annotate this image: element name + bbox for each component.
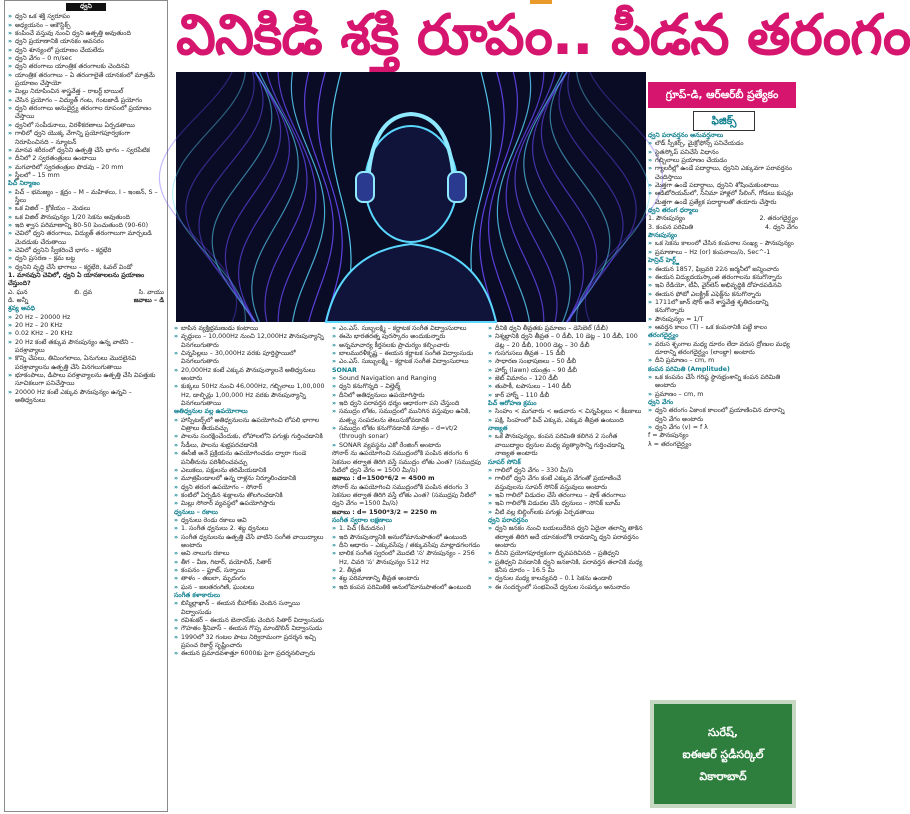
list-item: » రవిశంకర్ – ఈయన బెనారస్‌కు చెందిన సితార్ విద్వాంసుడు <box>174 617 329 625</box>
list-item: » గాలిలో ధ్వని వేగం – 330 మీ/సె <box>488 467 643 475</box>
headphone-left-icon <box>356 172 374 202</box>
headline: వినికిడి శక్తి రూపం.. పీడన తరంగం <box>176 3 910 68</box>
quiz-option: డి. అన్నీ <box>8 297 29 305</box>
section-heading: అతిధ్వనుల వల్ల ఉపయోగాలు <box>174 408 248 416</box>
list-item: » ఈసీజీ అనే ప్రక్రియను ఉపయోగించడం ద్వారా గుండె పనితీరును పరిశీలించవచ్చు <box>174 450 329 467</box>
list <box>488 408 643 425</box>
list-item: » లౌడ్ స్పీకర్స్, మైక్రోఫోన్స్ పనిచేయడం <box>648 140 798 148</box>
quiz-answer: జవాబు – డి <box>133 297 164 305</box>
list-item: » ఎం.ఎస్. సుబ్బులక్ష్మి – కర్ణాటక సంగీత విద్వాంసురాలు <box>332 358 485 366</box>
list-item: » శబ్ద పరిమాణాన్ని తీవ్రత అంటారు <box>332 575 485 583</box>
list-item: » 2. తీవ్రత <box>332 567 485 575</box>
list-item: » బిస్మిల్లాఖాన్ – ఈయన బీహార్‌కు చెందిన సన్నాయి విద్వాంసుడు <box>174 600 329 617</box>
list-item: » ధ్వనులు రెండు రకాలు అవి <box>174 517 329 525</box>
prop-item: 2. తరంగదైర్ఘ్యం <box>759 215 798 223</box>
list-item: » కుక్కలు 50Hz నుంచి 46,000Hz, గబ్బిలాలు 1,00,000 Hz, డాల్ఫిన్లు 1,00,000 Hz వరకు పౌనఃపున్యాన్ని వినగలుగుతాయి <box>174 383 329 408</box>
list-item: » ధ్వని తరంగం ఏకాంక కాలంలో ప్రయాణించిన దూరాన్ని ధ్వని వేగం అంటారు <box>648 407 798 424</box>
list-item: » గాలిలో ధ్వని యొక్క వేగాన్ని ప్రయోగపూర్వకంగా నిరూపించినది – న్యూటన్ <box>8 130 164 147</box>
quiz-question: 1. మానవుని చెవిలో, ధ్వని ఏ యానకాలలను ప్రయాణం చేస్తుంది? <box>8 272 145 288</box>
list-item: » మగవారిలో స్వరతంత్రుల పొడవు – 20 mm <box>8 164 164 172</box>
list-item: » సాధారణ సంభాషణలు – 50 డీబీ <box>488 358 643 366</box>
list-item: » ధ్వని ప్రసరణ – క్రమ బట్ట <box>8 255 164 263</box>
list-item: » గబ్బిలాలు ప్రయాణం చేయడం <box>648 157 798 165</box>
list-item: » ఇది కంపన పరిమితికి అనులోమానుపాతంలో ఉంటుంది <box>332 584 485 592</box>
list-item: » ధ్వని వేగం (v) = f λ <box>648 424 798 432</box>
series-banner: గ్రూప్-డి, ఆర్‌ఆర్‌బీ ప్రత్యేకం <box>648 82 796 108</box>
section-heading: నాణ్యత <box>488 425 508 433</box>
list-item: » కొన్ని చేపలు, తిమింగలాలు, ఏనుగులు మొదలైనవి పరశ్రావ్యాలను ఉత్పత్తి చేసి వినగలుగుతాయి <box>8 355 164 372</box>
list-item: » ధ్వని వేగం – 0 m/sec <box>8 55 164 63</box>
list-item: » గ్యాలరీల్లో ఉండే పదార్థాలు, ధ్వనిని ఎక్కువగా పరావర్తనం చెందిస్తాయి <box>648 165 798 182</box>
column-sound-basics <box>4 0 168 812</box>
list-item: » వీటి వల్ల బిల్డింగ్‌లకు పగుళ్లు ఏర్పడతాయి <box>488 509 643 517</box>
list <box>174 517 329 592</box>
list-item: » ఒక విజిల్ పౌనఃపున్యం 1/20 సెకను అవుతుంది <box>8 214 164 222</box>
list-item: » Sound Navigation and Ranging <box>332 375 485 383</box>
hero-illustration <box>176 72 646 322</box>
quiz-options <box>8 289 164 297</box>
column-intensity <box>488 325 643 810</box>
section-heading: తరంగదైర్ఘ్యం <box>648 332 679 340</box>
list-item: » మూత్రపిండాలలో ఉన్న రాళ్లను నిర్మూలించడానికి <box>174 475 329 483</box>
list-item: » గుసగుసలు తీవ్రత – 15 డీబీ <box>488 350 643 358</box>
list-item: » ఎం.ఎస్. సుబ్బలక్ష్మి – కర్ణాటక సంగీత విద్వాంసురాలు <box>332 325 485 333</box>
list-item: » దీని ఆధారం – ఎక్కువసేపు / తక్కువసేపు మాట్లాడగలగడం <box>332 542 485 550</box>
list <box>174 417 329 509</box>
list-item: » యాంత్రిక తరంగాలు – ఏ తరంగాలైతే యానకంలో మాత్రమే ప్రయాణం చేస్తాయో <box>8 72 164 89</box>
list-item: » దీనికి ధ్వని తీవ్రతకు ప్రమాణం – డెసిబెల్ (డీబీ) <box>488 325 643 333</box>
list-item: » 1. పిచ్ (కీచుదనం) <box>332 525 485 533</box>
list-item: » కార్ హార్న్ – 110 డీబీ <box>488 392 643 400</box>
list <box>8 13 164 180</box>
list-item: » ధ్వనిలో సంపీడనాలు, విరళీకరణాలు ఏర్పడతాయి <box>8 122 164 130</box>
list-item: » ఒక కంపనం చేసే గరిష్ఠ స్థానభ్రంశాన్ని కంపన పరిమితి అంటారు <box>648 374 798 391</box>
list-item: » ధ్వని జనకం నుంచి బయలుదేరిన ధ్వని ఏదైనా తలాన్ని తాకిన తర్వాత తిరిగి అదే యానకంలోకి రావడాన్ని ధ్వని పరావర్తనం అంటారు <box>488 525 643 550</box>
list-item: » తుపాకీ, టపాసులు – 140 డీబీ <box>488 383 643 391</box>
list-item: » సింహం < మగవారు < ఆడవారు < చిన్నపిల్లలు < కీటకాలు <box>488 408 643 416</box>
list-item: » 20000 Hz కంటే ఎక్కువ పౌనఃపున్యం ఉన్నవి – అతిధ్వనులు <box>8 389 164 406</box>
list-item: » ప్రతిధ్వని వినడానికి ధ్వని జనకానికి, పరావర్తన తలానికి మధ్య కనీస దూరం – 16.5 మీ <box>488 559 643 576</box>
quiz-option: బి. ద్రవ <box>74 288 93 296</box>
list-item: » ఇవి గాలిలోకి విడుదల చేసే ధ్వనులు – సోనిక్ బూమ్ <box>488 500 643 508</box>
list-item: » సీడీలు, పాలను శుభ్రపరచడానికి <box>174 442 329 450</box>
list-item: » మానవ శరీరంలో ధ్వనిని ఉత్పత్తి చేసే భాగం – స్వరపేటిక <box>8 147 164 155</box>
list-item: » అధ్యయనం – అకౌస్టిక్స్ <box>8 22 164 30</box>
list <box>174 600 329 658</box>
list <box>332 375 485 450</box>
list-item: » పాలను సంరక్షించేందుకు, లోహాలలోని పగుళ్లు గుర్తించడానికి <box>174 433 329 441</box>
list-item: » తీగ – వీణ, గిటార్, వయోలిన్, సితార్ <box>174 559 329 567</box>
list-item: » కంపనం – ఫ్లూట్, సన్నాయి <box>174 567 329 575</box>
list-item: » ఎలుకలు, పక్షులను తరిమేయడానికి <box>174 467 329 475</box>
list-item: » SONAR వ్యవస్థను ఎకో రేంజింగ్ అంటారు <box>332 442 485 450</box>
section-heading: సూపర్ సోనిక్ <box>488 458 521 466</box>
list-item: » చెవిలో ధ్వనిని స్వీకరించే భాగం – కర్ణభేరి <box>8 247 164 255</box>
section-heading: శ్రవ్య అవధి <box>8 305 35 313</box>
list <box>488 433 643 458</box>
list-item: » జెట్ విమానం – 120 డీబీ <box>488 375 643 383</box>
list-item: » చిన్నపిల్లలు – 30,000Hz వరకు పూర్తిస్థాయిలో వినగలుగుతారు <box>174 350 329 367</box>
list-item: » చేసిన ప్రయోగం – విద్యుత్ గంట, గంటజాడీ ప్రయోగం <box>8 97 164 105</box>
column-wave-properties <box>648 132 798 692</box>
author-name: సురేష్, <box>707 726 739 739</box>
section-heading: SONAR <box>332 366 357 374</box>
problem-answer: జవాబు : d=1500*6/2 = 4500 m <box>332 475 435 483</box>
column-ultrasound <box>174 325 329 810</box>
list-item: » భూకంపాలు, డిపాలు పరశ్రావ్యాలను ఉత్పత్తి చేసి విపత్తుకు సూచికలుగా పనిచేస్తాయి <box>8 372 164 389</box>
list-item: » 1990లో 32 గంటల పాటు నిర్విరామంగా ప్రదర్శన ఇచ్చి ప్రపంచ రికార్డ్ సృష్టించారు <box>174 634 329 651</box>
list-item: » కంపించే వస్తువు నుంచి ధ్వని ఉత్పత్తి అవుతుంది <box>8 30 164 38</box>
list-item: » దీనిలో అతిధ్వనులు ఉపయోగిస్తారు <box>332 392 485 400</box>
list <box>488 467 643 517</box>
list-item: » 20 Hz – 20 KHz <box>8 322 164 330</box>
problem-answer: జవాబు : d= 1500*3/2 = 2250 m <box>332 508 437 516</box>
list-item: » వృద్ధులు – 10,000Hz నుంచి 12,000Hz పౌనఃపున్యాన్ని వినగలుగుతారు <box>174 333 329 350</box>
list-item: » ధ్వని తరంగ ఉపయోగం – సోనార్ <box>174 484 329 492</box>
section-heading: ధ్వని పరావర్తనం అనువర్తనాలు <box>648 132 724 139</box>
list <box>8 189 164 272</box>
list-item: » పిచ్ – భమజ్యం – క్షద్రం – M – మహిళలు, I – ఇంజన్, S – స్త్రీలు <box>8 189 164 206</box>
list-item: » బాలిక సంగీత స్వరంలో మొదటి 'స' పౌనఃపున్యం – 256 Hz, చివరి 'స' పౌనఃపున్యం 512 Hz <box>332 550 485 567</box>
prop-item: 1. పౌనఃపున్యం <box>648 215 686 223</box>
list-item: » ఈయన ఫోటో ఎలక్ట్రిక్ ఎఫెక్ట్‌ను కనుగొన్నారు <box>648 291 798 299</box>
list-item: » మెత్తగా ఉండే పదార్థాలు, ధ్వనిని శోషించుకుంటాయి <box>648 182 798 190</box>
section-heading: ధ్వనులు – రకాలు <box>174 508 218 516</box>
list-item: » పక్షి, సింహంలో పిచ్ ఎక్కువ, ఎక్కువ తీవ్రత ఉంటుంది <box>488 417 643 425</box>
list <box>174 325 329 408</box>
list <box>488 325 643 400</box>
list-item: » సముద్రం లోతు, సముద్రంలో మునిగిన వస్తువుల ఉనికి, మత్స్య సంపదలను తెలుసుకోవడానికి <box>332 408 485 425</box>
list-item: » ఇది శ్వాస పరిమాణాన్ని 80-50 పెంచుతుంది (90-60) <box>8 222 164 230</box>
list-item: » చెవిలో ధ్వని తరంగాలు, విద్యుత్ తరంగాలుగా మార్చబడి మెదడుకు చేరుతాయి <box>8 230 164 247</box>
list-item: » గాలిలో ధ్వని వేగం కంటే ఎక్కువ వేగంతో ప్రయాణించే వస్తువులను సూపర్ సోనిక్ వస్తువులు అంటారు <box>488 475 643 492</box>
quiz-option: ఎ. ఘన <box>8 288 28 296</box>
section-heading: సంగీత స్వరాల లక్షణాలు <box>332 516 392 524</box>
list <box>648 266 798 333</box>
list-item: » మిల్లు నిరూపించిన శాస్త్రవేత్త – రాబర్ట్ బాయిల్ <box>8 88 164 96</box>
column-title: ధ్వని <box>66 3 106 11</box>
list-item: » స్త్రీలలో – 15 mm <box>8 172 164 180</box>
list-item: » మిల్లు సోనార్ వ్యవస్థలో ఉపయోగిస్తారు <box>174 500 329 508</box>
list-item: » ఈ సందర్భంలో సంభవించే ధ్వనుల సంపర్కం అనునాదం <box>488 584 643 592</box>
list <box>648 374 798 399</box>
subject-label: ఫిజిక్స్ <box>693 111 755 131</box>
list-item: » ఆడిటోరియమ్‌లో, సినిమా హాళ్లలో సీలింగ్, గోడలు కుషన్లు మెత్తగా ఉండే ప్రత్యేక పదార్థాలతో తయారు చేస్తారు <box>648 190 798 207</box>
list-item: » నిశ్శబ్దానికి ధ్వని తీవ్రత – 0 డీబీ, 10 డెట్ల – 10 డీబీ, 100 డెట్ల – 20 డీబీ, 1000 డెట్ల – 30 డీబీ <box>488 333 643 350</box>
list-item: » ఒకే పౌనఃపున్యం, కంపన పరిమితి కలిగిన 2 సంగీత వాయిద్యాల ధ్వనుల మధ్య వ్యత్యాసాన్ని గుర్తించడాన్ని నాణ్యత అంటారు <box>488 433 643 458</box>
list <box>648 407 798 432</box>
section-heading: హెన్రిచ్ హెర్ట్జ్ <box>648 257 680 265</box>
list-item: » ప్రమాణాలు – Hz (or) కంపనాలు/సె, Sec^-1 <box>648 249 798 257</box>
list-item: » సంగీత ధ్వనులను ఉత్పత్తి చేసే వాటిని సంగీత వాయిద్యాలు అంటారు <box>174 534 329 551</box>
list-item: » దీని ప్రమాణం – cm, m <box>648 357 798 365</box>
list-item: » ఈమె భారతరత్న పురస్కారం అందుకున్నారు <box>332 333 485 341</box>
list-item: » ఆవర్తన కాలం (T) – ఒక కంపనానికి పట్టే కాలం <box>648 324 798 332</box>
list-item: » ఒక విజిల్ – క్రోకేయం – మెడలు <box>8 205 164 213</box>
list-item: » ఈయన విద్యుదయస్కాంత తరంగాలను కనుగొన్నారు <box>648 274 798 282</box>
list-item: » ధ్వని ఒక శక్తి స్వరూపం <box>8 13 164 21</box>
problem-text: సోనార్ ను ఉపయోగించి సముద్రంలోకి పంపిన తరంగం 6 సెకనుల తర్వాత తిరిగి వస్తే సముద్రం లోతు ఎంత? (సముద్రపు నీటిలో ధ్వని వేగం = 1500 మీ/సె) <box>332 450 481 474</box>
list-item: » పౌనఃపున్యం = 1/T <box>648 316 798 324</box>
list-item: » 0.02 KHz – 20 KHz <box>8 330 164 338</box>
list-item: » ఇవి గాలిలో విడుదల చేసే తరంగాలు – షాక్ తరంగాలు <box>488 492 643 500</box>
list-item: » ధ్వని శూన్యంలో ప్రయాణం చేయలేదు <box>8 47 164 55</box>
list-item: » బాలమురళీకృష్ణ – ఈయన కర్ణాటక సంగీత విద్వాంసుడు <box>332 350 485 358</box>
section-heading: పిచ్ ఆరోహణ క్రమం <box>488 400 537 408</box>
list <box>648 140 798 207</box>
list-item: » ధ్వని కనుగొన్నది – విల్హెల్మ్ <box>332 383 485 391</box>
list <box>8 314 164 406</box>
section-heading: ధ్వని తరంగ ధర్మాలు <box>648 207 699 215</box>
prop-item: 3. కంపన పరిమితి <box>648 223 694 231</box>
list-item: » హాస్పిటల్స్‌లో అతిధ్వనులను ఉపయోగించి లోపలి భాగాల చిత్రాలు తీయవచ్చు <box>174 417 329 434</box>
list <box>648 240 798 257</box>
list-item: » బాపిన వ్యక్తిభ్రమణుడు కంటాయి <box>174 325 329 333</box>
list-item: » వరుస శృంగాల మధ్య దూరం లేదా వరుస ద్రోణుల మధ్య దూరాన్ని తరంగదైర్ఘ్యం (లాంబ్డా) అంటారు <box>648 341 798 358</box>
author-role: ఐఈఆర్ స్టడీసర్కిల్ <box>682 748 764 761</box>
section-heading: ధ్వని పరావర్తనం <box>488 516 528 524</box>
headphone-right-icon <box>448 172 466 202</box>
head-shape <box>365 126 457 242</box>
author-place: వికారాబాద్ <box>699 770 747 783</box>
list-item: » ధ్వని ప్రయాణానికి యానకం అవసరం <box>8 38 164 46</box>
column-sonar <box>332 325 485 810</box>
quiz-options-row2 <box>8 297 164 305</box>
list-item: » దీనిలో 2 స్వరతంత్రులు ఉంటాయి <box>8 155 164 163</box>
list <box>332 325 485 367</box>
props-row <box>648 215 798 223</box>
list-item: » ధ్వని తరంగాలు యాంత్రిక తరంగాలకు చెందినవి <box>8 63 164 71</box>
list-item: » ఒక సెకను కాలంలో చేసిన కంపనాల సంఖ్య – పౌనఃపున్యం <box>648 240 798 248</box>
list-item: » ధ్వనిని వృద్ధి చేసే భాగాలు – కర్ణభేరి, ఓవల్ విండో <box>8 264 164 272</box>
section-heading: పిచ్ నిర్మాణం <box>8 180 40 188</box>
list-item: » ఇవి రేడియో, టీవీ, వైర్‌లెస్ అభివృద్ధికి దోహదపడినవి <box>648 282 798 290</box>
list-item: » అన్నమాచార్య కీర్తనలకు ప్రాచుర్యం కల్పించారు <box>332 342 485 350</box>
list-item: » గౌహతం శ్రీనివాస్ – ఈయన గొప్ప మాండొలిన్ విద్వాంసుడు <box>174 625 329 633</box>
list-item: » ప్రమాణం – cm, m <box>648 391 798 399</box>
props-row <box>648 224 798 232</box>
list-item: » 20 Hz కంటే తక్కువ పౌనఃపున్యం ఉన్న వాటిని – పరశ్రావ్యాలు <box>8 339 164 356</box>
list-item: » హార్న్ (lawn) యంత్రం – 90 డీబీ <box>488 367 643 375</box>
prop-item: 4. ధ్వని వేగం <box>764 223 798 231</box>
section-heading: ధ్వని వేగం <box>648 399 674 406</box>
list-item: » ధ్వని తరంగాలు అనుదైర్ఘ్య తరంగాల రూపంలో ప్రయాణం చేస్తాయి <box>8 105 164 122</box>
list-item: » సముద్రం లోతు కనుగొనడానికి సూత్రం – d=vt/2 (through sonar) <box>332 425 485 442</box>
legend-line: f = పౌనఃపున్యం <box>648 432 689 440</box>
section-heading: సంగీత కళాకారులు <box>174 592 221 599</box>
legend-line: λ = తరంగదైర్ఘ్యం <box>648 440 692 448</box>
list-item: » ధ్వనుల మధ్య కాలవ్యవధి – 0.1 సెకను ఉండాలి <box>488 575 643 583</box>
list-item: » ఇది ధ్వని పరావర్తన ధర్మం ఆధారంగా పని చేస్తుంది <box>332 400 485 408</box>
list-item: » ఇది పౌనఃపున్యానికి అనులోమానుపాతంలో ఉంటుంది <box>332 534 485 542</box>
list-item: » 1. సంగీత ధ్వనులు 2. శబ్ద ధ్వనులు <box>174 525 329 533</box>
list-item: » కంటిలో ఏర్పడిన శుక్లాలను తొలగించడానికి <box>174 492 329 500</box>
list-item: » తాళం – తబలా, మృదంగం <box>174 575 329 583</box>
section-heading: కంపన పరిమితి (Amplitude) <box>648 365 730 373</box>
list <box>332 525 485 592</box>
problem-text: సోనార్ ను ఉపయోగించి సముద్రంలోకి పంపిన తరంగం 3 సెకనుల తర్వాత తిరిగి వస్తే లోతు ఎంత? (సముద్రపు నీటిలో ధ్వని వేగం =1500 మీ/సె) <box>332 483 476 508</box>
section-heading: పౌనఃపున్యం <box>648 232 678 240</box>
list-item: » అవి నాలుగు రకాలు <box>174 550 329 558</box>
list-item: » స్టెతస్కోప్ పనిచేసే విధానం <box>648 149 798 157</box>
list-item: » దీనిని ప్రయోగపూర్వకంగా ధృవపరిచినది – ప్రతిధ్వని <box>488 550 643 558</box>
list-item: » ఈయన ప్రమాదవశాత్తూ 6000కు పైగా ప్రదర్శనలిచ్చారు <box>174 650 329 658</box>
quiz-option: సి. వాయు <box>138 288 164 296</box>
list-item: » ఈయన 1857, ఫిబ్రవరి 22న జర్మనీలో జన్మించారు <box>648 266 798 274</box>
list-item: » 20 Hz – 20000 Hz <box>8 314 164 322</box>
list <box>648 341 798 366</box>
list <box>488 525 643 592</box>
list-item: » ఘన – జలతరంగిణి, ఘంటలు <box>174 584 329 592</box>
author-box <box>650 700 796 808</box>
list-item: » 20,000Hz కంటే ఎక్కువ పౌనఃపున్యాలనే అతిధ్వనులు అంటారు <box>174 367 329 384</box>
list-item: » 1711లో జాన్ షోర్ అనే శాస్త్రవేత్త శృతిదండాన్ని కనుగొన్నారు <box>648 299 798 316</box>
